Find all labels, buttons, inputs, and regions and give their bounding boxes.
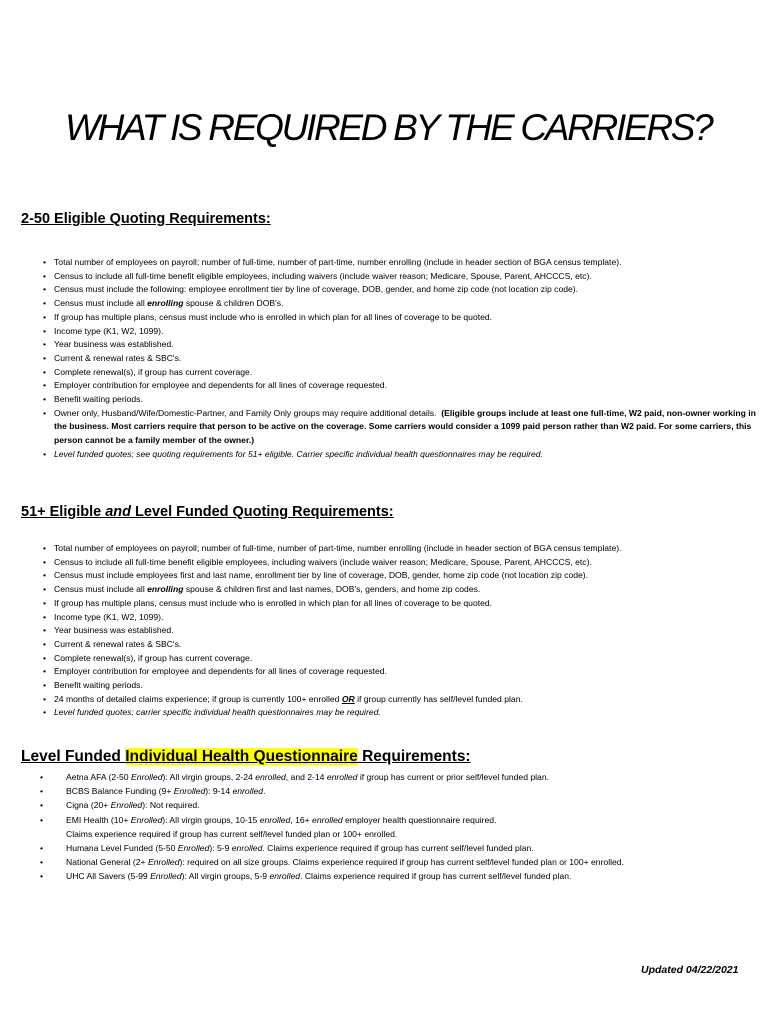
carrier-item-emi-continuation: Claims experience required if group has current self/level funded plan or 100+ enrolled. xyxy=(66,828,398,839)
text-span: National General (2+ xyxy=(66,857,148,868)
text-em: Enrolled xyxy=(130,772,163,782)
text-span: ): 9-14 xyxy=(205,786,233,797)
carrier-item-emi xyxy=(40,813,760,827)
text-em: Enrolled xyxy=(110,800,143,811)
carrier-item-bcbs xyxy=(40,784,760,798)
text-em: Enrolled xyxy=(150,871,182,882)
page-title: WHAT IS REQUIRED BY THE CARRIERS? xyxy=(65,107,712,148)
text-em: enrolled xyxy=(269,871,301,882)
text-span: ): 5-9 xyxy=(209,843,232,854)
text-span: Humana Level Funded (5-50 xyxy=(66,843,178,854)
text-span: Census must include all xyxy=(54,584,148,595)
list-item: • Benefit waiting periods. xyxy=(43,393,763,407)
list-item: • Year business was established. xyxy=(43,338,763,352)
text-em: Enrolled xyxy=(173,786,206,797)
text-em: enrolled xyxy=(326,772,358,782)
carrier-item-uhc xyxy=(40,869,760,883)
list-item: • Total number of employees on payroll; number of full-time, number of part-time, number enrolling (include in header section of BGA census template). xyxy=(43,256,763,270)
list-item: • Census to include all full-time benefit eligible employees, including waivers (include waiver reason; Medicare, Spouse, Parent, AHCCCS, etc). xyxy=(43,556,763,570)
text-span: spouse & children DOB's. xyxy=(183,298,284,309)
text-span: if group has current or prior self/level funded plan. xyxy=(357,772,549,782)
list-item: • Total number of employees on payroll; number of full-time, number of part-time, number enrolling (include in header section of BGA census template). xyxy=(43,542,763,556)
text-span: Owner only, Husband/Wife/Domestic-Partner, and Family Only groups may require additional details. xyxy=(54,407,437,418)
text-span: . xyxy=(263,786,266,797)
list-item: • If group has multiple plans, census must include who is enrolled in which plan for all lines of coverage to be quoted. xyxy=(43,597,763,611)
list-item: • Census must include employees first and last name, enrollment tier by line of coverage, DOB, gender, home zip code (not location zip code). xyxy=(43,569,763,583)
text-span: UHC All Savers (5-99 xyxy=(66,871,151,882)
text-span: , and 2-14 xyxy=(285,772,327,782)
list-item: • Employer contribution for employee and dependents for all lines of coverage requested. xyxy=(43,379,763,393)
text-em: enrolled xyxy=(259,814,291,825)
carrier-item-national-general xyxy=(40,855,760,869)
eligible-groups-note: (Eligible groups include at least one full-time, W2 paid, non-owner working in the business. Most carriers require that person to be active on the coverage. Some carriers would consider a 1099 paid person rather than W2 paid. For some carriers, this person cannot be a family member of the owner.) xyxy=(54,407,756,446)
text-em: enrolled xyxy=(312,814,343,825)
section-heading-51-plus xyxy=(21,504,394,520)
text-span: ): All virgin groups, 2-24 xyxy=(162,772,256,782)
heading-text: Requirements: xyxy=(357,748,471,765)
list-item: • Complete renewal(s), if group has current coverage. xyxy=(43,366,763,380)
text-span: spouse & children first and last names, DOB's, genders, and home zip codes. xyxy=(183,584,481,595)
text-span: Cigna (20+ xyxy=(66,800,111,811)
heading-emphasis: and xyxy=(105,504,131,520)
list-item-claims xyxy=(43,693,763,707)
section-heading-ihq xyxy=(21,748,471,766)
carrier-item-aetna xyxy=(40,770,760,784)
list-item-owner xyxy=(43,407,763,448)
text-span: . Claims experience required if group has current self/level funded plan. xyxy=(262,843,534,854)
list-item: • If group has multiple plans, census must include who is enrolled in which plan for all lines of coverage to be quoted. xyxy=(43,311,763,325)
list-item: • Employer contribution for employee and dependents for all lines of coverage requested. xyxy=(43,665,763,679)
list-item: • Benefit waiting periods. xyxy=(43,679,763,693)
list-item: • Income type (K1, W2, 1099). xyxy=(43,325,763,339)
text-em: Enrolled xyxy=(147,857,180,868)
heading-text: 51+ Eligible xyxy=(21,504,106,520)
carrier-list xyxy=(40,770,760,884)
requirements-list-2-50 xyxy=(43,256,763,462)
text-em: Enrolled xyxy=(130,814,163,825)
text-span: BCBS Balance Funding (9+ xyxy=(66,786,174,797)
text-em: Enrolled xyxy=(177,843,210,854)
text-span: ): All virgin groups, 10-15 xyxy=(162,814,260,825)
heading-text: Level Funded xyxy=(21,748,126,765)
updated-date: Updated 04/22/2021 xyxy=(641,964,739,976)
requirements-list-51-plus xyxy=(43,542,763,720)
carrier-item-humana xyxy=(40,841,760,855)
list-item-level-funded-note: • Level funded quotes; carrier specific individual health questionnaires may be required. xyxy=(43,706,763,720)
text-span: 24 months of detailed claims experience; if group is currently 100+ enrolled xyxy=(54,693,342,704)
section-heading-2-50: 2-50 Eligible Quoting Requirements: xyxy=(21,211,271,227)
list-item: • Complete renewal(s), if group has current coverage. xyxy=(43,652,763,666)
list-item: • Year business was established. xyxy=(43,624,763,638)
emphasis-enrolling: enrolling xyxy=(147,584,184,595)
text-span: employer health questionnaire required. xyxy=(342,814,497,825)
emphasis-or: OR xyxy=(341,693,355,704)
list-item xyxy=(43,583,763,597)
list-item: • Current & renewal rates & SBC's. xyxy=(43,352,763,366)
list-item xyxy=(43,297,763,311)
text-span: EMI Health (10+ xyxy=(66,814,131,825)
text-em: enrolled xyxy=(231,843,263,854)
text-span: ): Not required. xyxy=(142,800,200,811)
text-span: Aetna AFA (2-50 xyxy=(66,772,131,782)
heading-text: Level Funded Quoting Requirements: xyxy=(131,504,394,520)
list-item: • Current & renewal rates & SBC's. xyxy=(43,638,763,652)
list-item-level-funded-note: • Level funded quotes; see quoting requirements for 51+ eligible. Carrier specific individual health questionnaires may be required. xyxy=(43,448,763,462)
heading-highlight: Individual Health Questionnaire xyxy=(125,748,358,765)
text-em: enrolled xyxy=(255,772,286,782)
list-item: • Income type (K1, W2, 1099). xyxy=(43,611,763,625)
text-em: enrolled xyxy=(232,786,264,797)
text-span: ): required on all size groups. Claims experience required if group has current self/level funded plan or 100+ enrolled. xyxy=(179,857,624,868)
text-span: . Claims experience required if group has current self/level funded plan. xyxy=(300,871,572,882)
carrier-item-cigna xyxy=(40,798,760,812)
text-span: ): All virgin groups, 5-9 xyxy=(181,871,270,882)
text-span: Census must include all xyxy=(54,298,148,309)
list-item: • Census to include all full-time benefit eligible employees, including waivers (include waiver reason; Medicare, Spouse, Parent, AHCCCS, etc). xyxy=(43,270,763,284)
emphasis-enrolling: enrolling xyxy=(147,298,184,309)
list-item: • Census must include the following: employee enrollment tier by line of coverage, DOB, gender, and home zip code (not location zip code). xyxy=(43,283,763,297)
text-span: , 16+ xyxy=(290,814,313,825)
text-span: if group currently has self/level funded plan. xyxy=(354,693,523,704)
